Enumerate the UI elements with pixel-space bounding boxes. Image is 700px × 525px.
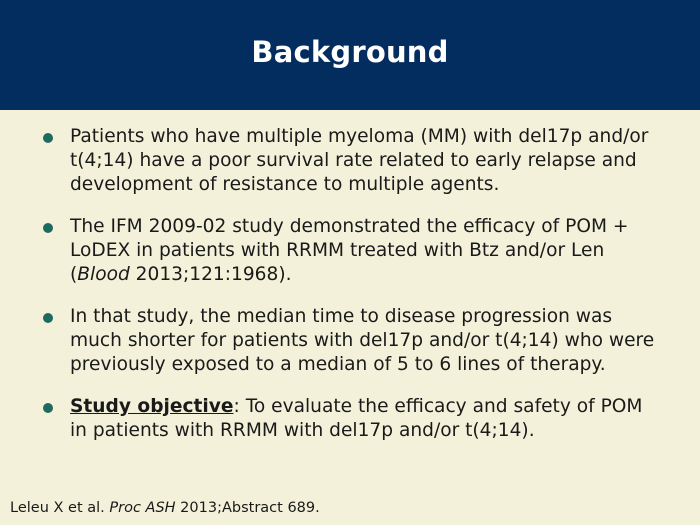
citation-details: 2013;Abstract 689. [175, 500, 320, 516]
bullet-dot-icon [43, 313, 53, 323]
journal-name: Blood [77, 264, 130, 285]
slide-title: Background [251, 35, 449, 69]
bullet-list [40, 125, 660, 461]
bullet-item [40, 395, 660, 443]
title-bar [0, 0, 700, 110]
bullet-dot-icon [43, 223, 53, 233]
bullet-text: Patients who have multiple myeloma (MM) with del17p and/or t(4;14) have a poor survival rate related to early relapse and development of resistance to multiple agents. [70, 126, 649, 195]
citation-footer [10, 500, 320, 516]
bullet-item [40, 125, 660, 197]
study-objective-label: Study objective [70, 396, 234, 417]
bullet-text: In that study, the median time to disease progression was much shorter for patients with del17p and/or t(4;14) who were previously exposed to a median of 5 to 6 lines of therapy. [70, 306, 655, 375]
bullet-item [40, 305, 660, 377]
bullet-text: 2013;121:1968). [129, 264, 292, 285]
citation-journal: Proc ASH [109, 500, 176, 516]
bullet-item [40, 215, 660, 287]
bullet-text: The IFM 2009-02 study demonstrated the efficacy of POM + LoDEX in patients with RRMM treated with Btz and/or Len ( [70, 216, 629, 285]
bullet-text: : To evaluate the efficacy and safety of POM in patients with RRMM with del17p and/or t(4;14). [70, 396, 643, 441]
citation-authors: Leleu X et al. [10, 500, 110, 516]
bullet-dot-icon [43, 133, 53, 143]
bullet-dot-icon [43, 403, 53, 413]
